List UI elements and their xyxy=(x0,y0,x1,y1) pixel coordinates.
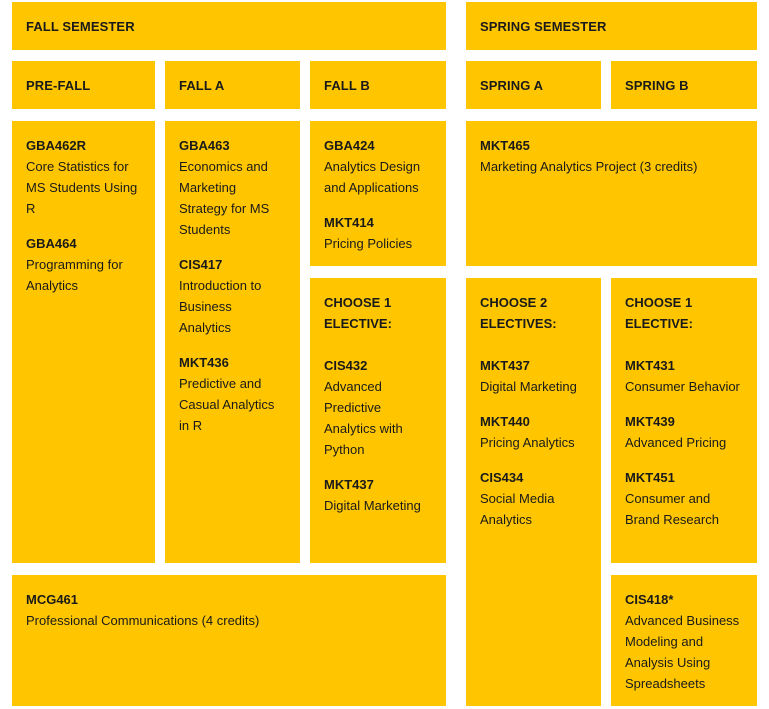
course-code: CIS432 xyxy=(324,358,368,373)
course-code: MKT451 xyxy=(625,470,675,485)
course-title: Consumer Behavior xyxy=(625,379,740,394)
course-title: Programming for Analytics xyxy=(26,257,123,293)
course-code: MKT414 xyxy=(324,215,374,230)
course-title: Digital Marketing xyxy=(480,379,577,394)
course-cis418 xyxy=(625,589,743,694)
course-code: CIS417 xyxy=(179,257,223,272)
course-gba424 xyxy=(324,135,432,198)
course-title: Advanced Predictive Analytics with Python xyxy=(324,379,403,457)
course-mkt465 xyxy=(480,135,743,177)
course-code: MKT437 xyxy=(480,358,530,373)
fall-b-courses xyxy=(310,121,446,266)
course-code: MCG461 xyxy=(26,592,79,607)
pre-fall-courses xyxy=(12,121,155,563)
course-code: GBA464 xyxy=(26,236,77,251)
course-title: Introduction to Business Analytics xyxy=(179,278,262,335)
course-mkt436 xyxy=(179,352,286,436)
course-title: Marketing Analytics Project (3 credits) xyxy=(480,159,698,174)
course-code: CIS434 xyxy=(480,470,524,485)
course-gba462r xyxy=(26,135,141,219)
fall-a-header xyxy=(165,61,300,109)
course-title: Digital Marketing xyxy=(324,498,421,513)
course-code: GBA424 xyxy=(324,138,375,153)
spring-project xyxy=(466,121,757,266)
course-title: Social Media Analytics xyxy=(480,491,555,527)
course-mkt451 xyxy=(625,467,743,530)
fall-semester-label: FALL SEMESTER xyxy=(26,18,135,34)
spring-semester-label: SPRING SEMESTER xyxy=(480,18,607,34)
elective-instruction: CHOOSE 2 ELECTIVES: xyxy=(480,295,557,331)
spring-semester-header xyxy=(466,2,757,50)
course-cis417 xyxy=(179,254,286,338)
course-title: Advanced Business Modeling and Analysis Using Spreadsheets xyxy=(625,613,740,691)
course-title: Consumer and Brand Research xyxy=(625,491,719,527)
elective-instruction: CHOOSE 1 ELECTIVE: xyxy=(625,295,693,331)
spring-b-header xyxy=(611,61,757,109)
spring-a-header xyxy=(466,61,601,109)
course-title: Economics and Marketing Strategy for MS Students xyxy=(179,159,270,237)
pre-fall-label: PRE-FALL xyxy=(26,77,91,93)
course-code: MKT465 xyxy=(480,138,530,153)
elective-instruction: CHOOSE 1 ELECTIVE: xyxy=(324,295,392,331)
course-code: CIS418* xyxy=(625,592,674,607)
course-code: MKT437 xyxy=(324,477,374,492)
fall-a-courses xyxy=(165,121,300,563)
course-gba464 xyxy=(26,233,141,296)
course-title: Predictive and Casual Analytics in R xyxy=(179,376,275,433)
course-title: Advanced Pricing xyxy=(625,435,727,450)
spring-a-label: SPRING A xyxy=(480,77,544,93)
course-title: Analytics Design and Applications xyxy=(324,159,421,195)
course-code: MKT440 xyxy=(480,414,530,429)
course-code: GBA463 xyxy=(179,138,230,153)
fall-b-label: FALL B xyxy=(324,77,370,93)
spring-b-label: SPRING B xyxy=(625,77,689,93)
course-cis434 xyxy=(480,467,587,530)
course-mkt437 xyxy=(480,355,587,397)
fall-b-header xyxy=(310,61,446,109)
course-mcg461 xyxy=(26,589,432,631)
pre-fall-header xyxy=(12,61,155,109)
course-title: Pricing Policies xyxy=(324,236,413,251)
spring-a-elective xyxy=(466,278,601,706)
course-code: GBA462R xyxy=(26,138,86,153)
spring-b-extra-course-box xyxy=(611,575,757,706)
fall-a-label: FALL A xyxy=(179,77,225,93)
course-code: MKT431 xyxy=(625,358,675,373)
spring-b-elective xyxy=(611,278,757,563)
course-mkt439 xyxy=(625,411,743,453)
course-code: MKT439 xyxy=(625,414,675,429)
course-title: Pricing Analytics xyxy=(480,435,575,450)
course-gba463 xyxy=(179,135,286,240)
communications-course-box xyxy=(12,575,446,706)
course-cis432 xyxy=(324,355,432,460)
course-mkt414 xyxy=(324,212,432,254)
course-title: Professional Communications (4 credits) xyxy=(26,613,260,628)
course-code: MKT436 xyxy=(179,355,229,370)
course-mkt437 xyxy=(324,474,432,516)
course-title: Core Statistics for MS Students Using R xyxy=(26,159,138,216)
course-mkt440 xyxy=(480,411,587,453)
fall-b-elective xyxy=(310,278,446,563)
course-mkt431 xyxy=(625,355,743,397)
fall-semester-header xyxy=(12,2,446,50)
